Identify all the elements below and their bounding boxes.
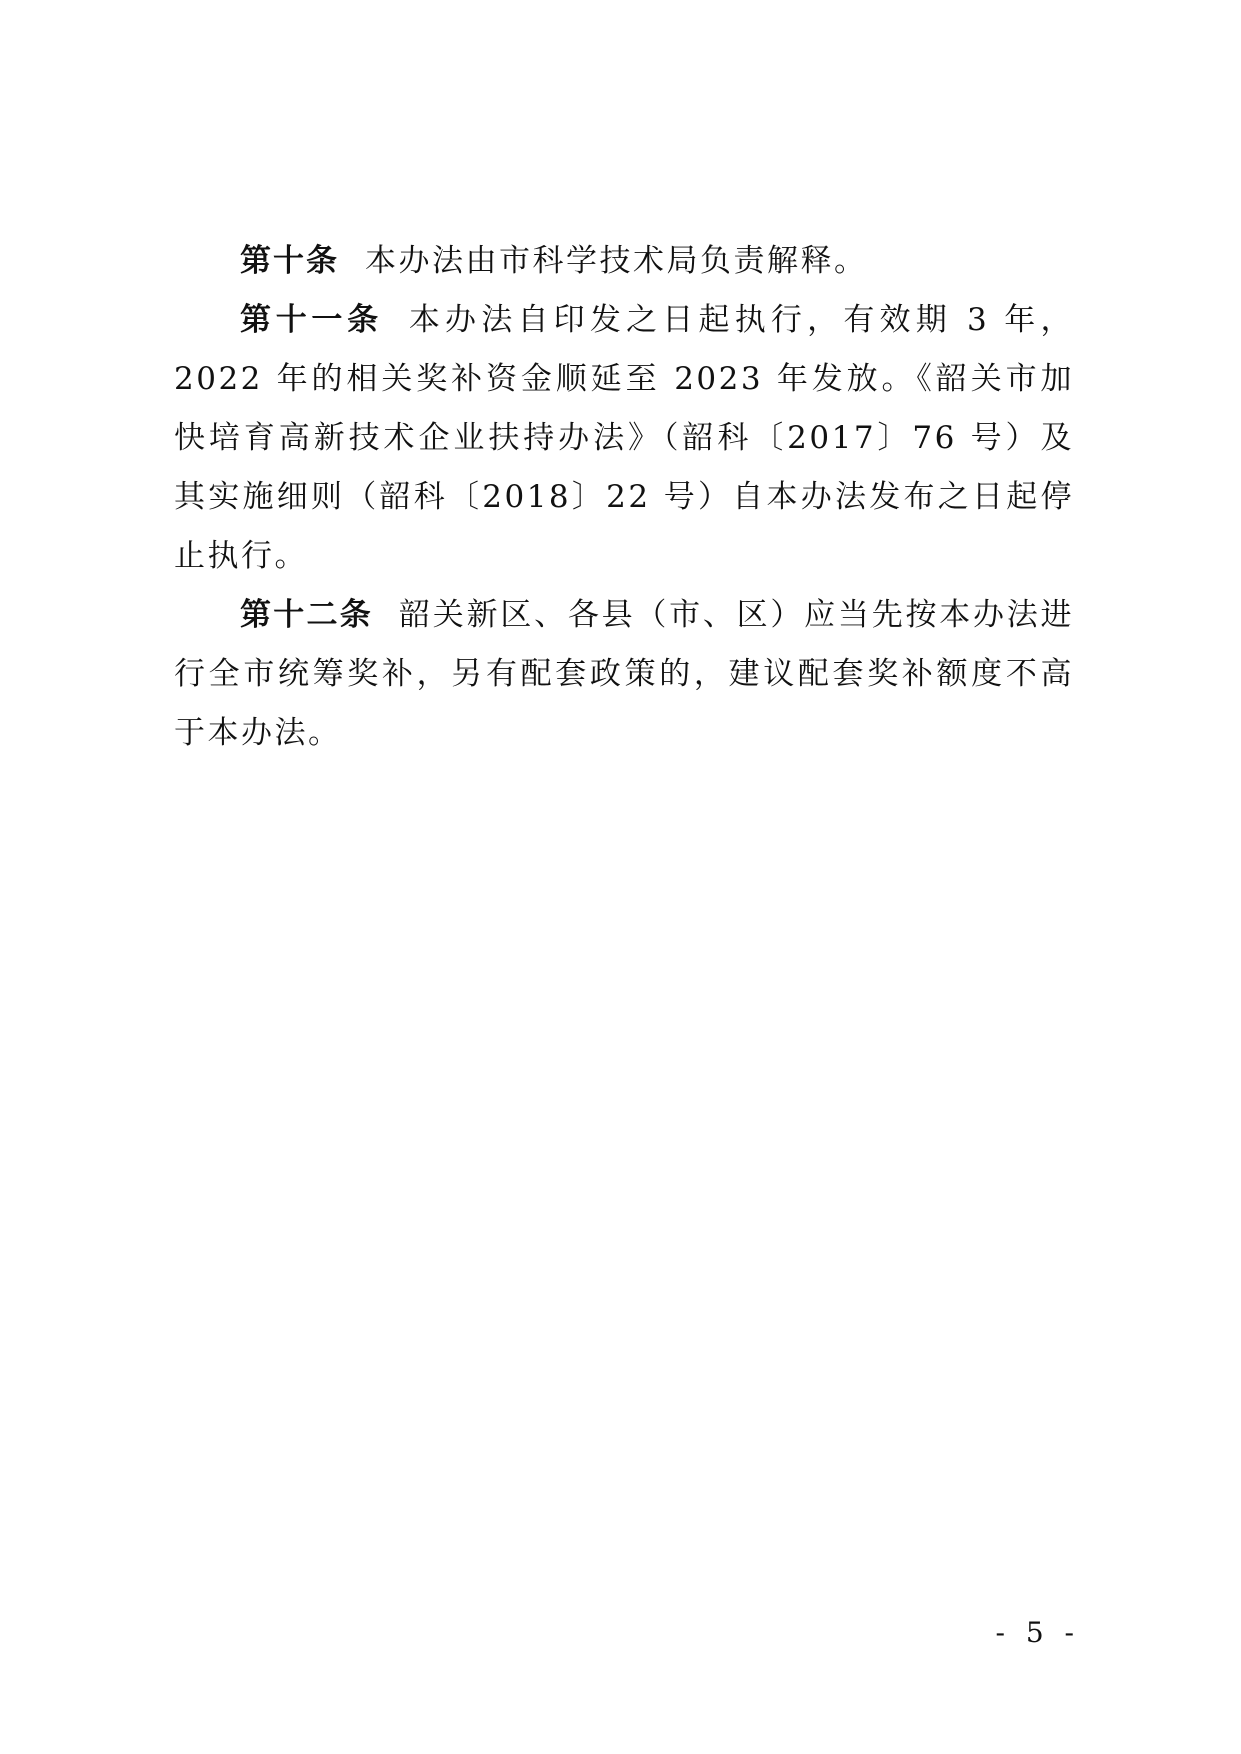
article-12-text: 韶关新区、各县（市、区）应当先按本办法进行全市统筹奖补，另有配套政策的，建议配套奖补额度不高于本办法。: [174, 597, 1075, 751]
article-11-heading: 第十一条: [240, 302, 383, 338]
article-12-heading: 第十二条: [240, 597, 374, 633]
article-10-heading: 第十条: [240, 243, 339, 279]
page-number: - 5 -: [995, 1616, 1080, 1649]
article-12-paragraph: [174, 586, 1074, 763]
article-11-text: 本办法自印发之日起执行，有效期 3 年，2022 年的相关奖补资金顺延至 2023 年发放。《韶关市加快培育高新技术企业扶持办法》（韶科〔2017〕76 号）及其实施细则（韶科〔2018〕22 号）自本办法发布之日起停止执行。: [174, 302, 1075, 574]
article-10-paragraph: [174, 232, 1074, 291]
article-11-paragraph: [174, 291, 1074, 586]
article-10-text: 本办法由市科学技术局负责解释。: [365, 243, 868, 279]
document-body: [174, 232, 1074, 763]
